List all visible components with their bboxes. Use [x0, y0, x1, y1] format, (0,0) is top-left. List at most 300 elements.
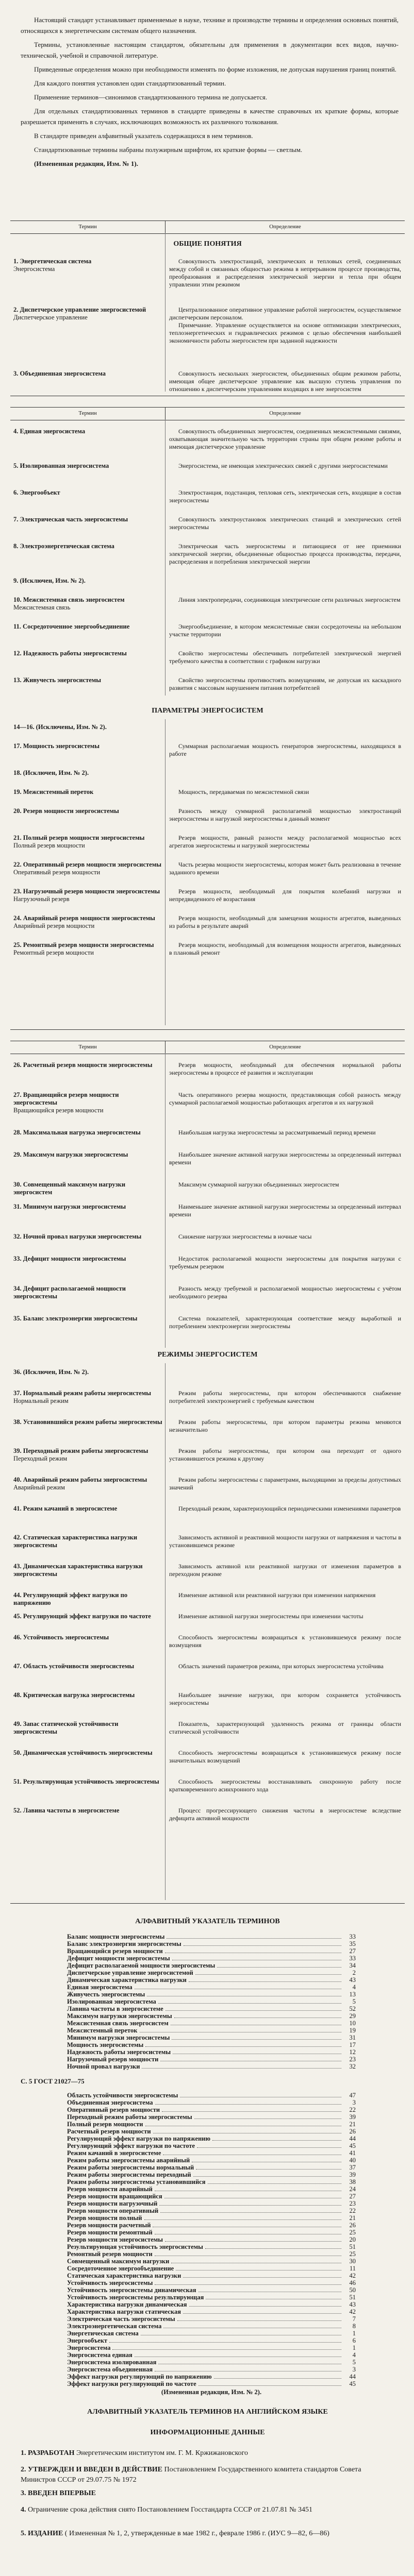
index-number: 4	[352, 1984, 356, 1991]
header-definition: Определение	[165, 408, 405, 420]
term-name: 44. Регулирующий эффект нагрузки по напряжению	[13, 1591, 128, 1606]
term-name: 2. Диспетчерское управление энергосистемой	[13, 306, 146, 313]
term-name: 14—16. (Исключены, Изм. № 2).	[13, 723, 107, 731]
index-term: Регулирующий эффект нагрузки по напряжению	[67, 2135, 211, 2142]
index-leader	[165, 2005, 341, 2011]
term-name: 24. Аварийный резерв мощности энергосистемы	[13, 914, 155, 922]
index-row	[67, 2164, 356, 2171]
definition-paragraph: Часть оперативного резерва мощности, представляющая собой разность между суммарной располагаемой мощностью работающих агрегатов и их нагрузкой	[169, 1091, 401, 1106]
term-definition	[169, 1534, 401, 1549]
term-definition	[169, 1315, 401, 1330]
index-number: 34	[349, 1962, 356, 1969]
index-number: 20	[349, 2236, 356, 2243]
definition-paragraph: Разность между требуемой и располагаемой мощностью энергосистемы с учётом необходимого резерва	[169, 1285, 401, 1300]
info-label: 1. РАЗРАБОТАН	[21, 2449, 75, 2457]
index-leader	[171, 2020, 341, 2025]
index-number: 2	[352, 1969, 356, 1976]
index-leader	[158, 2359, 341, 2364]
index-number: 12	[349, 2048, 356, 2056]
term-name: 20. Резерв мощности энергосистемы	[13, 807, 119, 815]
term-definition	[169, 258, 401, 289]
index-term: Устойчивость энергосистемы динамическая	[67, 2286, 196, 2294]
index-leader	[208, 2178, 342, 2184]
definition-paragraph: Наименьшее значение активной нагрузки энергосистемы за определенный интервал времени	[169, 1203, 401, 1218]
index-term: Нагрузочный резерв мощности	[67, 2056, 159, 2063]
term-definition	[169, 1285, 401, 1300]
index-number: 26	[349, 2128, 356, 2135]
term-definition	[169, 1563, 401, 1578]
term-definition	[169, 650, 401, 665]
index-row	[67, 2056, 356, 2063]
index-term: Энергосистема	[67, 2344, 111, 2351]
index-leader	[142, 2063, 341, 2069]
index-leader	[165, 2236, 341, 2242]
term-definition	[169, 428, 401, 451]
index-leader	[164, 2193, 341, 2198]
index-leader	[205, 2243, 341, 2249]
definition-paragraph: Зависимость активной или реактивной нагрузки от изменения параметров в переходном режиме	[169, 1563, 401, 1578]
term-entry	[13, 1091, 163, 1114]
index-number: 31	[349, 2034, 356, 2041]
definition-paragraph: Энергообъединение, в котором межсистемные связи сосредоточены на небольшом участке территории	[169, 623, 401, 638]
term-entry	[13, 1563, 163, 1578]
index-term: Ремонтный резерв мощности	[67, 2250, 153, 2258]
index-number: 44	[349, 2373, 356, 2380]
definition-paragraph: Зависимость активной и реактивной мощности нагрузки от напряжения и частоты в установившемся режиме	[169, 1534, 401, 1549]
intro-paragraph: В стандарте приведен алфавитный указатель содержащихся в нем терминов.	[34, 132, 253, 140]
term-name: 26. Расчетный резерв мощности энергосистемы	[13, 1061, 153, 1069]
term-name: 39. Переходный режим работы энергосистемы	[13, 1447, 148, 1454]
term-definition	[169, 1255, 401, 1270]
definition-paragraph: Электрическая часть энергосистемы и питающиеся от нее приемники электрической энергии, объединенные общностью процесса производства, передачи, распределения и потребления электрической энергии	[169, 543, 401, 565]
term-entry	[13, 1476, 163, 1492]
index-term: Режим качаний в энергосистеме	[67, 2149, 161, 2157]
term-entry	[13, 1315, 163, 1323]
index-leader	[163, 2323, 341, 2328]
standard-page-label: С. 5 ГОСТ 21027—75	[21, 2077, 85, 2085]
index-leader	[167, 1933, 341, 1939]
term-short-form: Аварийный резерв мощности	[13, 922, 95, 929]
index-number: 23	[349, 2056, 356, 2063]
index-row	[67, 2330, 356, 2337]
index-number: 42	[349, 2308, 356, 2315]
index-number: 17	[349, 2041, 356, 2048]
index-number: 5	[352, 1998, 356, 2005]
term-definition	[169, 1418, 401, 1434]
header-definition: Определение	[165, 221, 405, 233]
intro-change-note: (Измененная редакция, Изм. № 1).	[34, 160, 138, 167]
term-entry	[13, 596, 163, 612]
index-term: Статическая характеристика нагрузки	[67, 2272, 181, 2279]
definition-paragraph: Способность энергосистемы восстанавливать синхронную работу после кратковременного асинхронного хода	[169, 1778, 401, 1793]
term-definition	[169, 1129, 401, 1137]
term-definition	[169, 543, 401, 566]
definition-paragraph: Часть резерва мощности энергосистемы, которая может быть реализована в течение заданного времени	[169, 861, 401, 876]
index-term: Характеристика нагрузки динамическая	[67, 2301, 187, 2308]
index-row	[67, 1955, 356, 1962]
index-term: Расчетный резерв мощности	[67, 2128, 151, 2135]
index-leader	[198, 2380, 341, 2386]
index-leader	[195, 1969, 341, 1975]
index-leader	[193, 2171, 341, 2177]
index-leader	[196, 2164, 341, 2170]
index-leader	[153, 2222, 341, 2227]
info-label: 5. ИЗДАНИЕ	[21, 2530, 63, 2537]
index-leader	[184, 1940, 341, 1946]
index-row	[67, 2063, 356, 2070]
index-row	[67, 2099, 356, 2106]
index-number: 25	[349, 2250, 356, 2258]
definition-paragraph: Недостаток располагаемой мощности энергосистемы для покрытия нагрузки с требуемым резервом	[169, 1255, 401, 1270]
term-name: 40. Аварийный режим работы энергосистемы	[13, 1476, 147, 1483]
term-definition	[169, 462, 401, 470]
term-definition	[169, 596, 401, 604]
index-row	[67, 1991, 356, 1998]
intro-paragraph: Стандартизованные термины набраны полужирным шрифтом, их краткие формы — светлым.	[34, 146, 303, 154]
index-number: 3	[352, 2099, 356, 2106]
index-term: Минимум нагрузки энергосистемы	[67, 2034, 170, 2041]
index-row	[67, 2214, 356, 2222]
index-leader	[172, 1955, 341, 1960]
index-row	[67, 2020, 356, 2027]
definition-paragraph: Область значений параметров режима, при которых энергосистема устойчива	[178, 1663, 384, 1670]
index-number: 50	[349, 2286, 356, 2294]
definition-paragraph: Свойство энергосистемы обеспечивать потребителей электрической энергией требуемого качества в соответствии с графиком нагрузки	[169, 650, 401, 665]
index-term: Динамическая характеристика нагрузки	[67, 1976, 187, 1984]
definition-paragraph: Резерв мощности, необходимый для замещения мощности агрегатов, выведенных из работы в результате аварий	[169, 914, 401, 929]
index-row	[67, 2359, 356, 2366]
index-row	[67, 1969, 356, 1976]
index-row	[67, 1940, 356, 1947]
index-term: Единая энергосистема	[67, 1984, 133, 1991]
term-definition	[169, 1389, 401, 1405]
index-number: 29	[349, 2012, 356, 2020]
term-entry	[13, 1778, 163, 1786]
term-entry	[13, 306, 163, 321]
index-leader	[189, 1976, 341, 1982]
index-leader	[145, 2121, 341, 2126]
definition-paragraph: Совокупность электростанций, электрических и тепловых сетей, соединенных между собой и связанных общностью режима в непрерывном процессе производства, преобразования и распределения электрической энергии и тепла при общем управлении этим режимом	[169, 258, 401, 288]
info-text: Энергетическим институтом им. Г. М. Кржижановского	[74, 2449, 248, 2457]
index-term: Энергосистема объединенная	[67, 2366, 153, 2373]
term-name: 10. Межсистемная связь энергосистем	[13, 596, 125, 603]
index-leader	[135, 2351, 341, 2357]
index-term: Дефицит мощности энергосистемы	[67, 1955, 170, 1962]
intro-paragraph: Для каждого понятия установлен один стандартизованный термин.	[34, 79, 226, 87]
term-entry	[13, 577, 163, 585]
index-row	[67, 2243, 356, 2250]
definition-paragraph: Режим работы энергосистемы, при котором она переходит от одного установившегося режима к другому	[169, 1447, 401, 1462]
index-row	[67, 2200, 356, 2207]
index-number: 26	[349, 2222, 356, 2229]
definition-paragraph: Изменение активной нагрузки энергосистемы при изменении частоты	[178, 1613, 363, 1620]
index-term: Электрическая часть энергосистемы	[67, 2315, 175, 2323]
term-name: 19. Межсистемный переток	[13, 788, 94, 795]
definition-paragraph: Процесс прогрессирующего снижения частоты в энергосистеме вследствие дефицита активной мощности	[169, 1807, 401, 1822]
definition-paragraph: Способность энергосистемы возвращаться к установившемуся режиму после значительных возмущений	[169, 1749, 401, 1764]
index-row	[67, 2279, 356, 2286]
term-short-form: Аварийный режим	[13, 1484, 65, 1491]
term-definition	[169, 489, 401, 504]
index-term: Эффект нагрузки регулирующий по напряжению	[67, 2373, 212, 2380]
definition-paragraph: Максимум суммарной нагрузки объединенных энергосистем	[178, 1181, 339, 1188]
index-number: 13	[349, 1991, 356, 1998]
index-leader	[147, 1991, 341, 1996]
term-definition	[169, 306, 401, 345]
term-name: 47. Область устойчивости энергосистемы	[13, 1663, 135, 1670]
index-leader	[155, 2279, 341, 2285]
term-definition	[169, 1663, 401, 1670]
index-number: 22	[349, 2106, 356, 2113]
term-name: 35. Баланс электроэнергии энергосистемы	[13, 1315, 138, 1322]
index-row	[67, 2041, 356, 2048]
term-entry	[13, 914, 163, 930]
index-row	[67, 2272, 356, 2279]
definition-paragraph: Совокупность объединенных энергосистем, соединенных межсистемными связями, охватывающая значительную часть территории страны при общем режиме работы и имеющая диспетчерское управление	[169, 428, 401, 450]
index-number: 47	[349, 2092, 356, 2099]
term-entry	[13, 1807, 163, 1815]
index-number: 19	[349, 2027, 356, 2034]
term-name: 3. Объединенная энергосистема	[13, 370, 106, 377]
term-definition	[169, 807, 401, 823]
term-entry	[13, 1720, 163, 1736]
index-row	[67, 2027, 356, 2034]
index-row	[67, 2193, 356, 2200]
index-row	[67, 2286, 356, 2294]
term-name: 23. Нагрузочный резерв мощности энергосистемы	[13, 888, 160, 895]
term-entry	[13, 1663, 163, 1670]
index-term: Изолированная энергосистема	[67, 1998, 156, 2005]
intro-paragraph: Применение терминов—синонимов стандартизованного термина не допускается.	[34, 93, 268, 101]
index-term: Результирующая устойчивость энергосистемы	[67, 2243, 203, 2250]
index-term: Режим работы энергосистемы нормальный	[67, 2164, 194, 2171]
term-name: 18. (Исключен, Изм. № 2).	[13, 769, 89, 776]
index-leader	[194, 2113, 341, 2119]
term-name: 8. Электроэнергетическая система	[13, 543, 114, 550]
index-term: Диспетчерское управление энергосистемой	[67, 1969, 193, 1976]
index-leader	[214, 2373, 341, 2379]
term-entry	[13, 742, 163, 750]
term-name: 50. Динамическая устойчивость энергосистемы	[13, 1749, 153, 1756]
index-number: 10	[349, 2020, 356, 2027]
term-entry	[13, 258, 163, 273]
term-name: 46. Устойчивость энергосистемы	[13, 1634, 109, 1641]
term-name: 49. Запас статической устойчивости энергосистемы	[13, 1720, 119, 1735]
term-definition	[169, 914, 401, 930]
term-short-form: Нагрузочный резерв	[13, 895, 70, 903]
term-entry	[13, 788, 163, 796]
index-row	[67, 2113, 356, 2121]
term-entry	[13, 1749, 163, 1757]
term-entry	[13, 1634, 163, 1641]
term-name: 1. Энергетическая система	[13, 258, 92, 265]
definition-paragraph: Наибольшее значение активной нагрузки энергосистемы за определенный интервал времени	[169, 1151, 401, 1166]
index-leader	[198, 2286, 341, 2292]
index-term: Оперативный резерв мощности	[67, 2106, 160, 2113]
term-definition	[169, 834, 401, 850]
definition-paragraph: Энергосистема, не имеющая электрических связей с другими энергосистемами	[178, 462, 388, 469]
index-title: АЛФАВИТНЫЙ УКАЗАТЕЛЬ ТЕРМИНОВ	[135, 1918, 280, 1925]
index-term: Резерв мощности расчетный	[67, 2222, 151, 2229]
index-term: Дефицит располагаемой мощности энергосистемы	[67, 1962, 216, 1969]
term-name: 21. Полный резерв мощности энергосистемы	[13, 834, 145, 841]
definition-paragraph: Свойство энергосистемы противостоять возмущениям, не допуская их каскадного развития с массовым нарушением питания потребителей	[169, 676, 401, 691]
index-term: Ночной провал нагрузки	[67, 2063, 140, 2070]
term-entry	[13, 462, 163, 470]
header-term: Термин	[78, 410, 97, 416]
index-term: Режим работы энергосистемы переходный	[67, 2171, 191, 2178]
index-row	[67, 1933, 356, 1940]
term-entry	[13, 516, 163, 523]
term-short-form: Полный резерв мощности	[13, 842, 85, 849]
index-row	[67, 1962, 356, 1969]
term-entry	[13, 861, 163, 876]
index-number: 38	[349, 2178, 356, 2185]
term-definition	[169, 1091, 401, 1107]
definition-paragraph: Режим работы энергосистемы с параметрами, выходящими за пределы допустимых значений	[169, 1476, 401, 1491]
term-entry	[13, 543, 163, 550]
info-text: ( Измененная № 1, 2, утвержденные в мае 1982 г., феврале 1986 г. (ИУС 9—82, 6—86)	[63, 2530, 329, 2537]
index-term: Вращающийся резерв мощности	[67, 1947, 163, 1955]
term-name: 32. Ночной провал нагрузки энергосистемы	[13, 1233, 142, 1240]
index-leader	[155, 2185, 341, 2191]
term-entry	[13, 1255, 163, 1263]
index-term: Регулирующий эффект нагрузки по частоте	[67, 2142, 195, 2149]
index-row	[67, 2351, 356, 2359]
term-name: 51. Результирующая устойчивость энергосистемы	[13, 1778, 159, 1785]
index-number: 5	[352, 2359, 356, 2366]
definition-paragraph: Система показателей, характеризующая соответствие между выработкой и потреблением электроэнергии энергосистемы	[169, 1315, 401, 1330]
index-number: 52	[349, 2005, 356, 2012]
index-term: Энергосистема единая	[67, 2351, 133, 2359]
index-row	[67, 2229, 356, 2236]
term-entry	[13, 1534, 163, 1549]
index-leader	[160, 2056, 341, 2061]
intro-paragraph: Приведенные определения можно при необходимости изменять по форме изложения, не допуская нарушения границ понятий.	[34, 65, 396, 73]
index-number: 46	[349, 2279, 356, 2286]
term-definition	[169, 742, 401, 758]
index-term: Межсистемный переток	[67, 2027, 138, 2034]
definition-paragraph: Совокупность нескольких энергосистем, объединенных общим режимом работы, имеющая общее диспетчерское управление как высшую ступень управления по отношению к диспетчерским управлениям входящих в нее энергосистем	[169, 370, 401, 393]
index-term: Межсистемная связь энергосистем	[67, 2020, 169, 2027]
term-entry	[13, 370, 163, 378]
index-row	[67, 2323, 356, 2330]
index-number: 35	[349, 1940, 356, 1947]
index-number: 25	[349, 2229, 356, 2236]
term-definition	[169, 1181, 401, 1189]
index-term: Резерв мощности аварийный	[67, 2185, 153, 2193]
term-entry	[13, 1505, 163, 1513]
index-number: 24	[349, 2185, 356, 2193]
index-term: Максимум нагрузки энергосистемы	[67, 2012, 172, 2020]
intro-paragraph: Для отдельных стандартизованных терминов в стандарте приведены в качестве справочных их краткие формы, которые разрешается применять в случаях, исключающих возможность их различного толкования.	[21, 107, 399, 126]
section-title-modes: РЕЖИМЫ ЭНЕРГОСИСТЕМ	[157, 1351, 258, 1359]
index-leader	[177, 2315, 341, 2321]
index-number: 27	[349, 1947, 356, 1955]
index-leader	[172, 2034, 341, 2040]
index-term: Переходный режим работы энергосистемы	[67, 2113, 192, 2121]
term-definition	[169, 1233, 401, 1241]
index-number: 51	[349, 2243, 356, 2250]
index-term: Лавина частоты в энергосистеме	[67, 2005, 163, 2012]
index-row	[67, 2308, 356, 2315]
term-entry	[13, 1285, 163, 1300]
term-name: 7. Электрическая часть энергосистемы	[13, 516, 128, 523]
info-label: 4.	[21, 2506, 26, 2514]
index-row	[67, 2315, 356, 2323]
info-label: 3. ВВЕДЕН ВПЕРВЫЕ	[21, 2489, 96, 2497]
info-item	[21, 2448, 392, 2459]
term-name: 13. Живучесть энергосистемы	[13, 676, 102, 684]
index-row	[67, 2005, 356, 2012]
index-leader	[217, 1962, 341, 1968]
section-title-params: ПАРАМЕТРЫ ЭНЕРГОСИСТЕМ	[152, 707, 263, 715]
index-leader	[212, 2135, 341, 2141]
term-entry	[13, 1129, 163, 1137]
term-definition	[169, 788, 401, 796]
table-bottom-rule	[10, 1903, 405, 1904]
index-term: Энергетическая система	[67, 2330, 139, 2337]
term-definition	[169, 1807, 401, 1822]
index-row	[67, 2222, 356, 2229]
index-number: 4	[352, 2351, 356, 2359]
definition-paragraph: Линия электропередачи, соединяющая электрические сети различных энергосистем	[178, 596, 401, 603]
term-entry	[13, 1418, 163, 1426]
term-entry	[13, 723, 163, 731]
index-leader	[206, 2294, 341, 2299]
term-entry	[13, 489, 163, 497]
index-row	[67, 1998, 356, 2005]
index-term: Надежность работы энергосистемы	[67, 2048, 171, 2056]
index-row	[67, 1984, 356, 1991]
term-definition	[169, 1476, 401, 1492]
index-row	[67, 2178, 356, 2185]
index-term: Полный резерв мощности	[67, 2121, 143, 2128]
term-name: 41. Режим качаний в энергосистеме	[13, 1505, 118, 1512]
term-name: 4. Единая энергосистема	[13, 428, 86, 435]
index-number: 11	[349, 2265, 356, 2272]
index-term: Энергосистема изолированная	[67, 2359, 157, 2366]
index-row	[67, 2128, 356, 2135]
term-name: 22. Оперативный резерв мощности энергосистемы	[13, 861, 161, 868]
term-name: 45. Регулирующий эффект нагрузки по частоте	[13, 1613, 151, 1620]
index-change-text: (Измененная редакция, Изм. № 2).	[161, 2388, 262, 2396]
definition-paragraph: Централизованное оперативное управление работой энергосистем, осуществляемое диспетчерским персоналом.	[169, 306, 401, 321]
index-number: 44	[349, 2135, 356, 2142]
term-definition	[169, 941, 401, 957]
index-number: 7	[352, 2315, 356, 2323]
header-term: Термин	[78, 1044, 97, 1050]
info-item	[21, 2505, 392, 2515]
index-term: Мощность энергосистемы	[67, 2041, 144, 2048]
index-row	[67, 2337, 356, 2344]
index-change-note	[67, 2388, 356, 2396]
index-row	[67, 2373, 356, 2380]
term-entry	[13, 1591, 163, 1607]
term-short-form: Энергосистема	[13, 265, 55, 273]
index-row	[67, 1947, 356, 1955]
index-row	[67, 2344, 356, 2351]
definition-paragraph: Резерв мощности, равный разности между располагаемой мощностью всех агрегатов энергосистемы и нагрузкой энергосистемы	[169, 834, 401, 849]
index-number: 40	[349, 2157, 356, 2164]
term-entry	[13, 1151, 163, 1159]
index-row	[67, 2236, 356, 2243]
index-row	[67, 2185, 356, 2193]
index-leader	[160, 2207, 341, 2213]
index-leader	[189, 2301, 341, 2307]
index-leader	[192, 2157, 341, 2162]
index-leader	[141, 2330, 341, 2335]
